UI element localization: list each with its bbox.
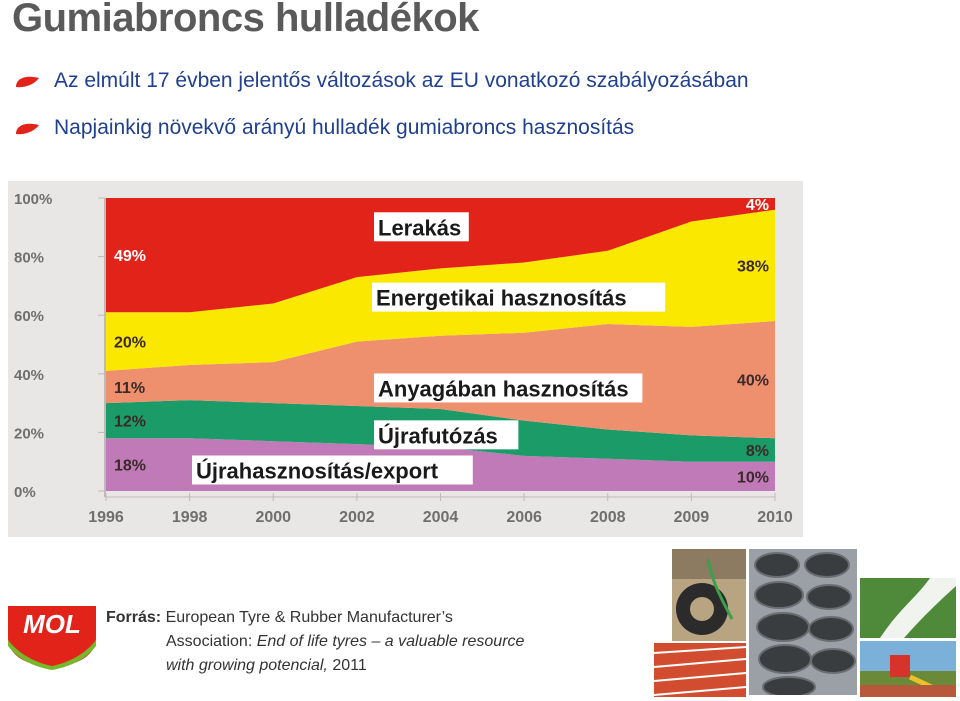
series-annotation-label: Energetikai hasznosítás [376,285,627,311]
data-label-right: 10% [736,469,769,487]
bullet-item [14,116,635,146]
x-tick-label: 2004 [422,509,459,526]
svg-text:MOL: MOL [23,609,81,639]
series-annotation-label: Anyagában hasznosítás [378,376,629,402]
slide-title: Gumiabroncs hulladékok [12,0,479,40]
data-label-left: 18% [114,457,147,475]
x-tick-label: 1998 [171,509,208,526]
data-label-left: 20% [114,334,147,352]
chart-panel [8,181,803,537]
data-label-right: 38% [736,258,769,276]
data-label-left: 11% [114,379,146,397]
playground-photo [860,641,956,697]
bullet-text: Napjainkig növekvő arányú hulladék gumiabroncs hasznosítás [54,116,635,139]
data-label-right: 4% [745,196,769,214]
source-citation [106,606,626,678]
data-label-left: 49% [114,248,147,266]
bullet-marker-icon [14,75,40,89]
bullet-text: Az elmúlt 17 évben jelentős változások az EU vonatkozó szabályozásában [54,69,749,92]
series-annotation-label: Újrafutózás [378,423,498,449]
wheels-photo [749,549,857,695]
x-tick-label: 2002 [339,509,375,526]
data-label-right: 40% [736,372,769,390]
y-tick-label: 100% [14,191,53,208]
bullet-marker-icon [14,122,40,136]
y-tick-label: 20% [14,425,45,443]
x-tick-label: 2006 [506,509,542,526]
tyre-photo [672,549,746,641]
source-line-2: Association: End of life tyres – a valuable resource [166,633,525,650]
track-photo [654,643,746,697]
x-tick-label: 2008 [589,509,626,526]
x-tick-label: 2010 [757,509,793,526]
data-label-left: 12% [114,413,147,431]
data-label-right: 8% [745,442,769,460]
y-tick-label: 40% [14,366,45,384]
mol-logo-icon [2,600,102,670]
series-annotation-label: Újrahasznosítás/export [196,458,439,484]
source-line-1: European Tyre & Rubber Manufacturer’s [165,609,453,626]
x-tick-label: 1996 [88,509,124,526]
stacked-area-chart [8,181,803,537]
bullet-item [14,69,749,99]
y-tick-label: 60% [14,308,45,326]
x-tick-label: 2009 [673,509,710,526]
x-tick-label: 2000 [255,509,292,526]
series-annotation-label: Lerakás [378,215,462,241]
source-label: Forrás: [106,609,162,626]
grass-photo [860,578,956,638]
source-line-3: with growing potencial, 2011 [166,657,367,674]
y-tick-label: 80% [14,249,45,267]
y-tick-label: 0% [14,484,36,501]
